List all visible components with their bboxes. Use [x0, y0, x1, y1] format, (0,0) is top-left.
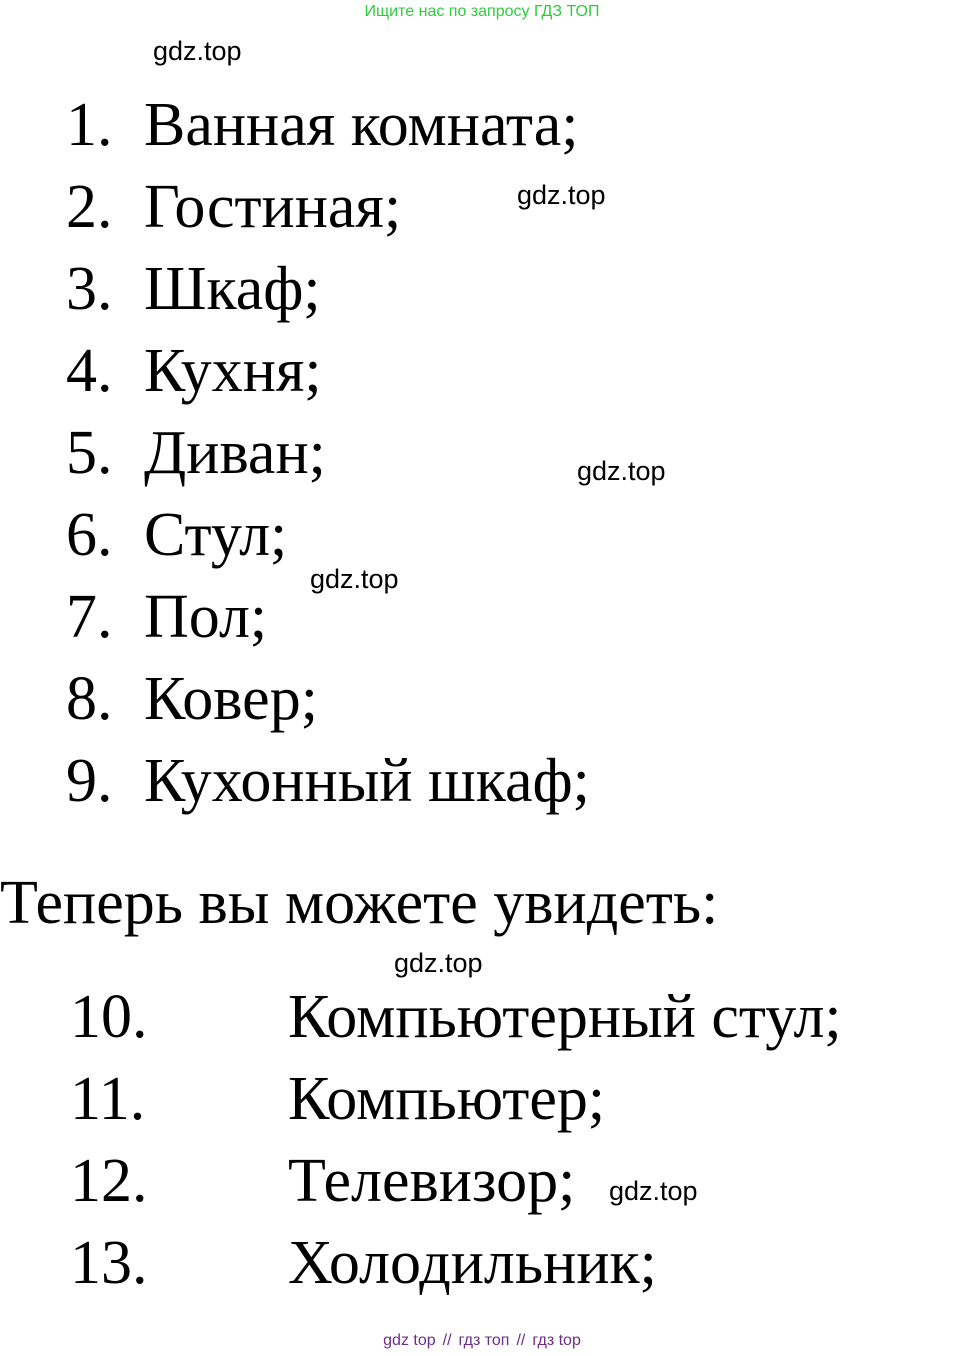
footer-links [0, 1330, 964, 1352]
list-item-number: 3. [66, 255, 113, 323]
list-item-number: 7. [66, 583, 113, 651]
footer-link[interactable]: гдз top [532, 1332, 581, 1349]
watermark: gdz.top [394, 948, 483, 978]
list-item-text: Диван; [144, 419, 326, 487]
list-item-text: Гостиная; [144, 173, 402, 241]
watermark: gdz.top [310, 564, 399, 594]
search-banner: Ищите нас по запросу ГДЗ ТОП [364, 3, 600, 20]
footer-link[interactable]: gdz top [383, 1332, 436, 1349]
list-item-text: Пол; [144, 583, 268, 651]
footer-separator: // [442, 1332, 452, 1349]
section-heading: Теперь вы можете увидеть: [0, 869, 719, 937]
list-item-number: 9. [66, 747, 113, 815]
list-item-text: Ванная комната; [144, 91, 579, 159]
list-item-text: Кухонный шкаф; [144, 747, 590, 815]
footer-link[interactable]: гдз топ [458, 1332, 510, 1349]
list-item-text: Кухня; [144, 337, 322, 405]
list-item-number: 2. [66, 173, 113, 241]
list-item-number: 1. [66, 91, 113, 159]
list-item-text: Холодильник; [288, 1229, 657, 1297]
list-item-number: 13. [70, 1229, 148, 1297]
list-item-text: Компьютерный стул; [288, 983, 842, 1051]
list-item-text: Телевизор; [288, 1147, 576, 1215]
list-item-text: Ковер; [144, 665, 318, 733]
watermark: gdz.top [517, 180, 606, 210]
list-item-text: Стул; [144, 501, 288, 569]
list-item-number: 4. [66, 337, 113, 405]
list-item-number: 6. [66, 501, 113, 569]
list-item-number: 10. [70, 983, 148, 1051]
footer-separator: // [516, 1332, 526, 1349]
watermark: gdz.top [153, 36, 242, 66]
watermark: gdz.top [577, 456, 666, 486]
list-item-number: 5. [66, 419, 113, 487]
list-item-number: 12. [70, 1147, 148, 1215]
list-item-text: Шкаф; [144, 255, 321, 323]
list-item-number: 11. [70, 1065, 146, 1133]
watermark: gdz.top [609, 1176, 698, 1206]
list-item-number: 8. [66, 665, 113, 733]
list-item-text: Компьютер; [288, 1065, 606, 1133]
